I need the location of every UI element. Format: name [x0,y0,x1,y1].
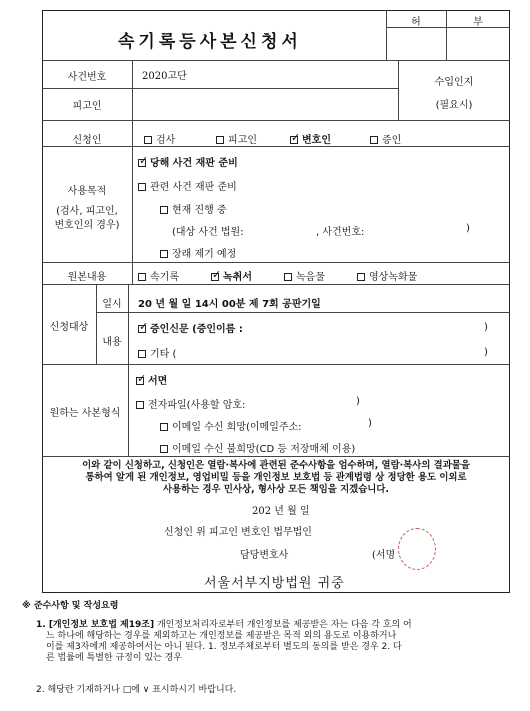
seal-stamp [398,528,436,570]
purpose-case-field[interactable]: , 사건번호: [316,227,365,238]
target-row-line [42,364,510,365]
sign-mark: (서명 [372,550,396,561]
purpose-label-sub2: 변호인의 경우) [54,220,120,231]
court-name: 서울서부지방법원 귀중 [204,576,345,591]
checkbox-checked[interactable] [211,273,219,281]
format-row-line [42,456,510,457]
checkbox-checked[interactable] [138,325,146,333]
target-content-label: 내용 [102,337,122,348]
notice-line-2: 통하여 알게 된 개인정보, 영업비밀 등을 개인정보 보호법 등 관계법령 상 정당한 용도 이외로 [85,472,467,483]
stamp-column-line [398,60,399,120]
label-column-line [132,60,133,284]
source-option-audio[interactable]: 녹음물 [284,268,325,283]
applicant-label: 신청인 [72,135,102,146]
case-number-label: 사건번호 [67,72,107,83]
stamp-label-sub: (필요시) [435,100,473,111]
target-datetime-label: 일시 [102,299,122,310]
approval-deny: 부 [473,17,483,28]
checkbox[interactable] [160,250,168,258]
guide-item-1-text-2: 느 하나에 해당하는 경우를 제외하고는 개인정보를 제공받은 목적 외의 용도로 이용하거나 [46,631,397,641]
target-content-witness-close: ) [484,322,488,333]
signer-line: 신청인 위 피고인 변호인 법무법인 [164,527,312,538]
stamp-label: 수입인지 [434,77,474,88]
date-line[interactable]: 202 년 월 일 [252,506,310,517]
source-option-transcript[interactable]: ✓ 녹취서 [211,268,252,283]
checkbox[interactable] [357,273,365,281]
target-content-other-close: ) [484,347,488,358]
guide-item-1 [36,620,506,664]
source-label: 원본내용 [67,272,107,283]
format-option-paper[interactable]: ✓서면 [136,372,167,387]
target-label: 신청대상 [49,322,89,333]
defendant-row-line [42,120,510,121]
checkbox-checked[interactable] [138,159,146,167]
purpose-option-current[interactable]: ✓당해 사건 재판 준비 [138,154,238,169]
guide-item-1-label: 1. [개인정보 보호법 제19조] [36,620,155,630]
checkbox[interactable] [138,183,146,191]
purpose-option-ongoing[interactable]: 현재 진행 중 [160,201,227,216]
applicant-option-defendant[interactable]: 피고인 [216,131,257,146]
guide-heading: ※ 준수사항 및 작성요령 [22,601,119,611]
checkbox[interactable] [160,423,168,431]
purpose-option-future[interactable]: 장래 제기 예정 [160,245,236,260]
guide-item-1-text-4: 른 법률에 특별한 규정이 있는 경우 [46,653,183,663]
checkbox-checked[interactable] [136,377,144,385]
guide-item-1-text-1: 개인정보처리자로부터 개인정보를 제공받은 자는 다음 각 호의 어 [156,620,412,630]
purpose-row-line [42,262,510,263]
applicant-option-witness[interactable]: 증인 [370,131,401,146]
case-row-line [42,88,398,89]
format-option-no-email[interactable]: 이메일 수신 불희망(CD 등 저장매체 이용) [160,440,355,455]
checkbox[interactable] [136,401,144,409]
checkbox[interactable] [160,206,168,214]
notice-line-3: 사용하는 경우 민사상, 형사상 모든 책임을 지겠습니다. [163,484,389,495]
checkbox[interactable] [138,350,146,358]
format-option-file[interactable]: 전자파일(사용할 암호: [136,396,245,411]
form-title: 속기록등사본신청서 [118,32,302,52]
checkbox[interactable] [144,136,152,144]
checkbox[interactable] [284,273,292,281]
format-label: 원하는 사본형식 [49,408,121,419]
purpose-label: 사용목적 [67,186,107,197]
target-content-other[interactable]: 기타 ( [138,345,176,360]
defendant-label: 피고인 [72,101,102,112]
checkbox-checked[interactable] [290,136,298,144]
applicant-row-line [42,146,510,147]
header-bottom-line [42,60,510,61]
guide-item-1-text-3: 이를 제3자에게 제공하여서는 아니 된다. 1. 정보주체로부터 별도의 동의를 받은 경우 2. 다 [46,642,402,652]
format-option-email[interactable]: 이메일 수신 희망(이메일주소: [160,418,302,433]
target-inner-column-line [128,284,129,364]
approval-allow: 허 [411,17,421,28]
source-option-video[interactable]: 영상녹화물 [357,268,417,283]
purpose-detail-close: ) [466,223,470,234]
target-datetime-line [96,312,510,313]
format-file-close: ) [356,396,360,407]
target-content-witness[interactable]: ✓증인신문 (증인이름 : [138,320,243,335]
source-option-stenography[interactable]: 속기록 [138,268,179,283]
lawyer-line: 담당변호사 [240,550,289,561]
target-datetime-value[interactable]: 20 년 월 일 14시 00분 제 7회 공판기일 [138,299,321,310]
checkbox[interactable] [216,136,224,144]
purpose-option-related[interactable]: 관련 사건 재판 준비 [138,178,237,193]
checkbox[interactable] [160,445,168,453]
format-email-close: ) [368,418,372,429]
case-number-value[interactable]: 2020고단 [142,71,187,82]
purpose-label-sub1: (검사, 피고인, [56,206,118,217]
notice-line-1: 이와 같이 신청하고, 신청인은 열람·복사에 관련된 준수사항을 엄수하며, 열람·복사의 결과물을 [82,460,470,471]
guide-item-2: 2. 해당란 기재하거나 □에 ∨ 표시하시기 바랍니다. [36,685,237,695]
applicant-option-prosecutor[interactable]: 검사 [144,131,175,146]
source-row-line [42,284,510,285]
checkbox[interactable] [138,273,146,281]
checkbox[interactable] [370,136,378,144]
format-column-line [128,364,129,456]
applicant-option-lawyer[interactable]: ✓ 변호인 [290,131,331,146]
purpose-court-field[interactable]: (대상 사건 법원: [172,227,244,238]
